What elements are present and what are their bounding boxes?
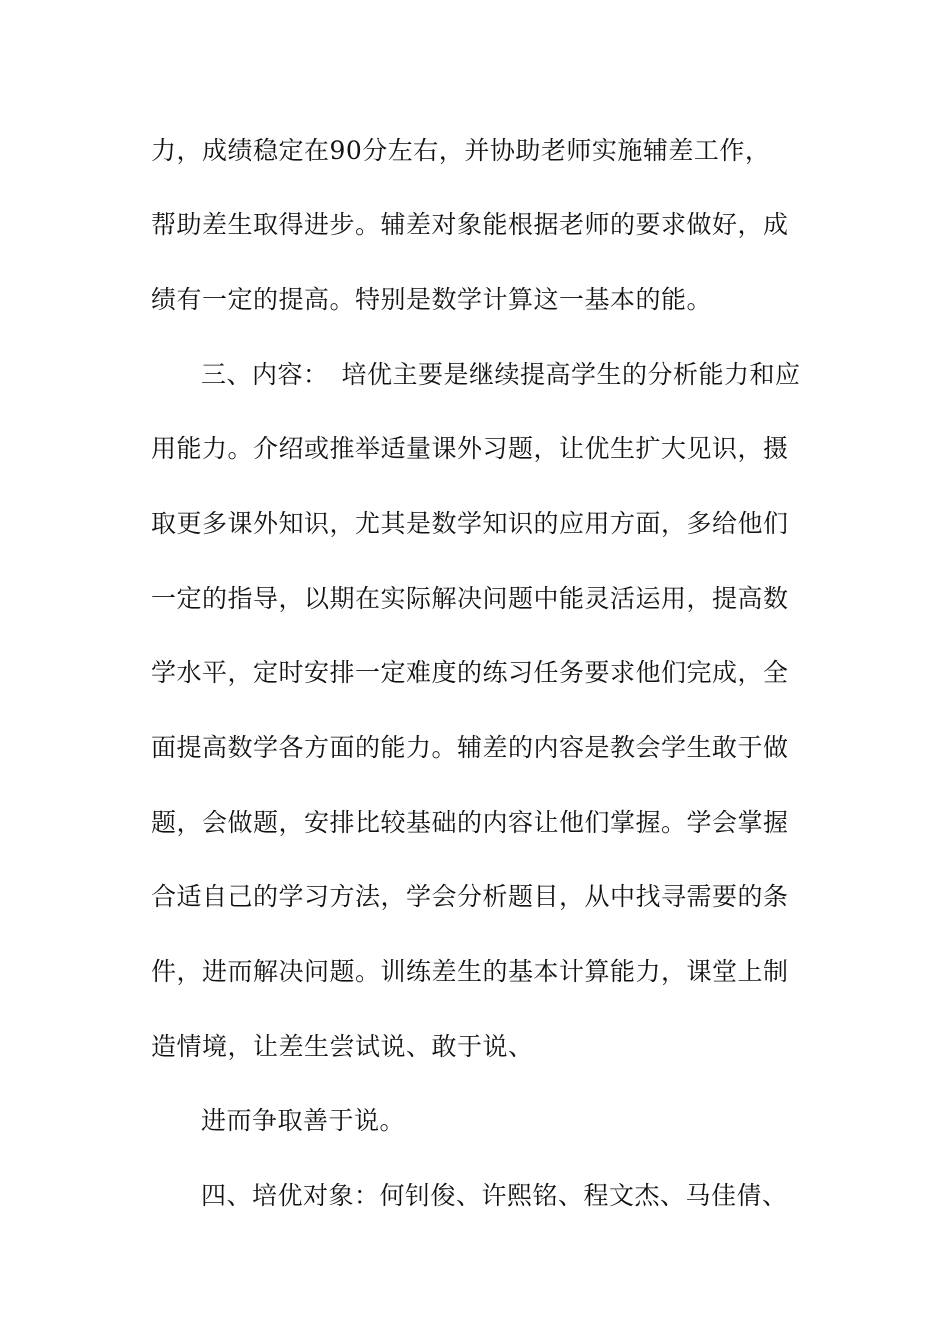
text-line: 合适自己的学习方法，学会分析题目，从中找寻需要的条 xyxy=(151,882,789,911)
text-line: 件，进而解决问题。训练差生的基本计算能力，课堂上制 xyxy=(151,957,789,986)
section-heading-content: 三、内容： 培优主要是继续提高学生的分析能力和应 xyxy=(201,360,801,389)
text-line: 帮助差生取得进步。辅差对象能根据老师的要求做好，成 xyxy=(151,210,789,239)
text-line: 造情境，让差生尝试说、敢于说、 xyxy=(151,1032,534,1061)
text-line: 面提高数学各方面的能力。辅差的内容是教会学生敢于做 xyxy=(151,733,789,762)
text-line: 用能力。介绍或推举适量课外习题，让优生扩大见识，摄 xyxy=(151,434,789,463)
text-line: 一定的指导，以期在实际解决问题中能灵活运用，提高数 xyxy=(151,584,789,613)
text-line: 力，成绩稳定在90分左右，并协助老师实施辅差工作， xyxy=(151,136,771,165)
text-line: 题，会做题，安排比较基础的内容让他们掌握。学会掌握 xyxy=(151,808,789,837)
text-line: 学水平，定时安排一定难度的练习任务要求他们完成，全 xyxy=(151,658,789,687)
text-line: 绩有一定的提高。特别是数学计算这一基本的能。 xyxy=(151,285,713,314)
text-line: 进而争取善于说。 xyxy=(201,1106,406,1135)
text-line: 取更多课外知识，尤其是数学知识的应用方面，多给他们 xyxy=(151,509,789,538)
section-heading-students: 四、培优对象：何钊俊、许熙铭、程文杰、马佳倩、 xyxy=(201,1181,788,1210)
